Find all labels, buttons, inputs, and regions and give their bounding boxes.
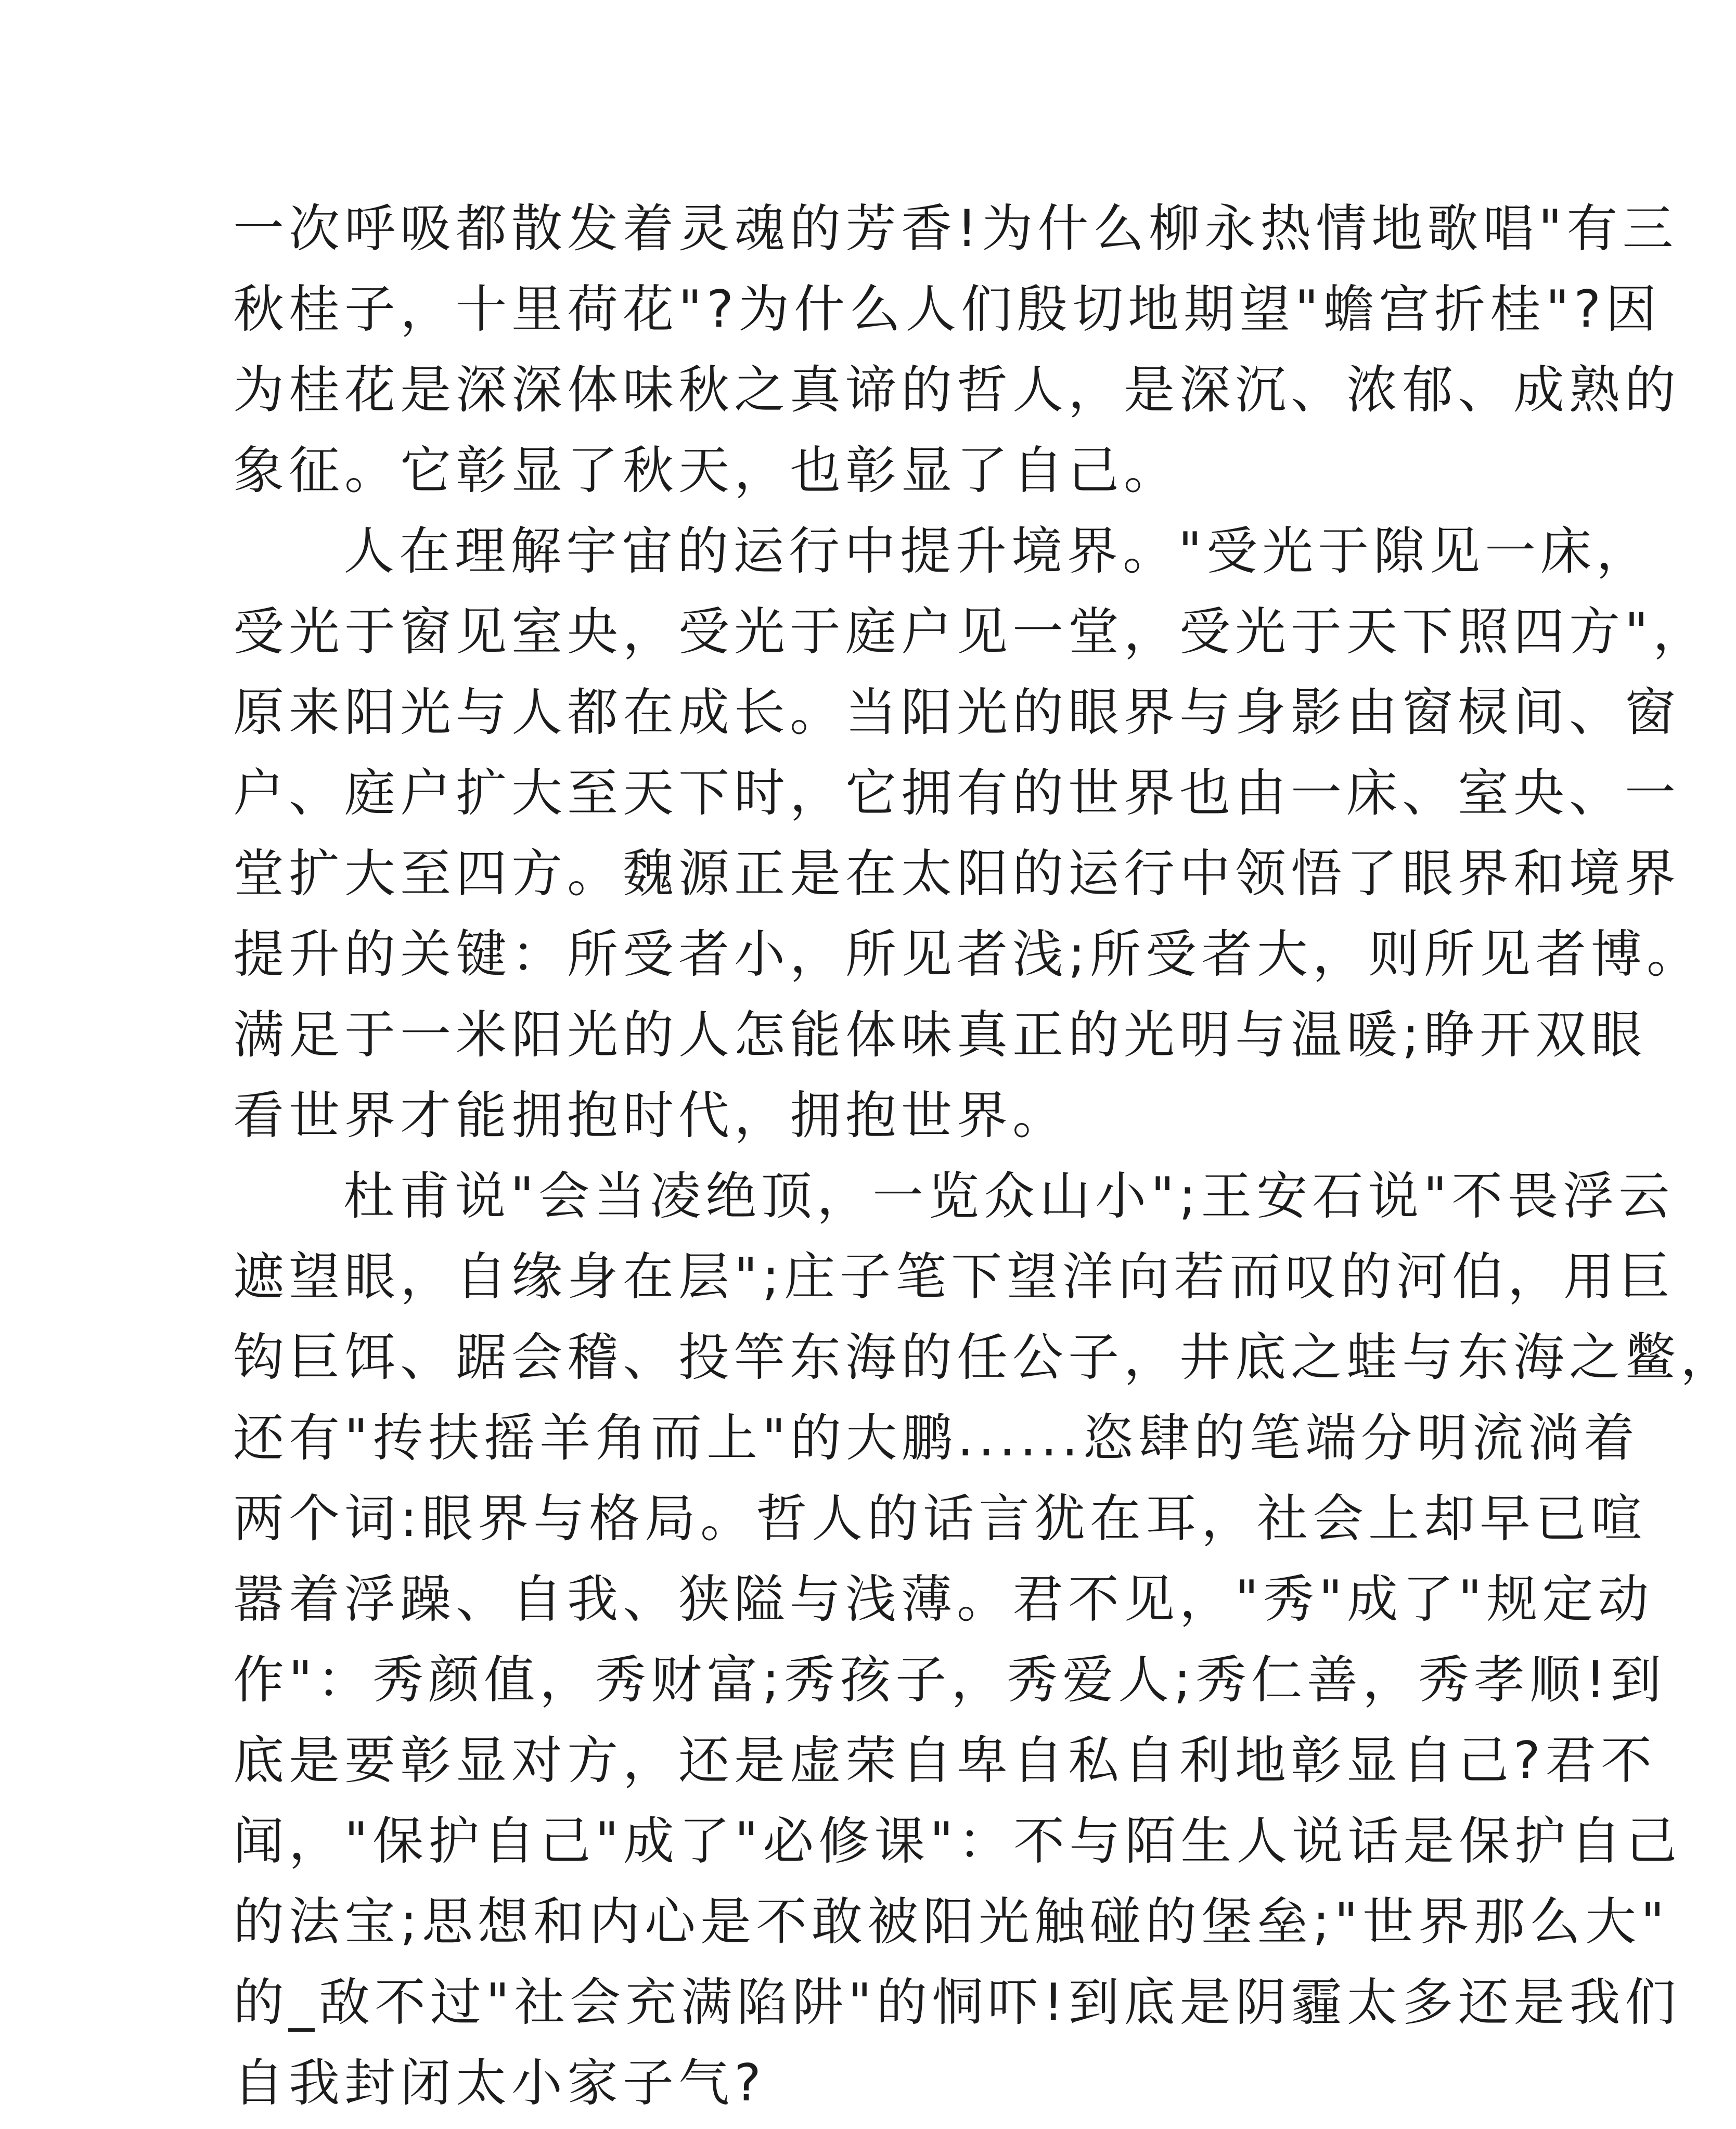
text-line: 象征。它彰显了秋天，也彰显了自己。 xyxy=(233,441,1180,500)
text-line: 自我封闭太小家子气? xyxy=(233,2054,766,2113)
text-line: 提升的关键：所受者小，所见者浅;所受者大，则所见者博。 xyxy=(233,925,1703,984)
text-line: 还有"抟扶摇羊角而上"的大鹏......恣肆的笔端分明流淌着 xyxy=(233,1409,1640,1468)
text-line: 看世界才能拥抱时代，拥抱世界。 xyxy=(233,1086,1069,1145)
text-line: 闻，"保护自己"成了"必修课"：不与陌生人说话是保护自己 xyxy=(233,1812,1682,1871)
text-line: 杜甫说"会当凌绝顶，一览众山小";王安石说"不畏浮云 xyxy=(343,1167,1675,1226)
text-line: 受光于窗见室央，受光于庭户见一堂，受光于天下照四方"， xyxy=(233,602,1709,662)
text-line: 作"：秀颜值，秀财富;秀孩子，秀爱人;秀仁善，秀孝顺!到 xyxy=(233,1650,1666,1710)
text-line: 秋桂子，十里荷花"?为什么人们殷切地期望"蟾宫折桂"?因 xyxy=(233,280,1662,339)
essay-body xyxy=(233,189,1736,2124)
text-line: 两个词:眼界与格局。哲人的话言犹在耳，社会上却早已喧 xyxy=(233,1489,1647,1549)
text-line: 嚣着浮躁、自我、狭隘与浅薄。君不见，"秀"成了"规定动 xyxy=(233,1570,1654,1629)
paragraph-3 xyxy=(233,1156,1736,2124)
text-line: 一次呼吸都散发着灵魂的芳香!为什么柳永热情地歌唱"有三 xyxy=(233,199,1678,259)
text-line: 满足于一米阳光的人怎能体味真正的光明与温暖;睁开双眼 xyxy=(233,1005,1647,1065)
text-line: 钩巨饵、踞会稽、投竿东海的任公子，井底之蛙与东海之鳖， xyxy=(233,1328,1736,1387)
text-line: 原来阳光与人都在成长。当阳光的眼界与身影由窗棂间、窗 xyxy=(233,683,1681,742)
text-line: 为桂花是深深体味秋之真谛的哲人，是深沉、浓郁、成熟的 xyxy=(233,360,1681,420)
text-line: 遮望眼，自缘身在层";庄子笔下望洋向若而叹的河伯，用巨 xyxy=(233,1247,1675,1307)
text-line: 底是要彰显对方，还是虚荣自卑自私自利地彰显自己?君不 xyxy=(233,1731,1657,1790)
text-line: 堂扩大至四方。魏源正是在太阳的运行中领悟了眼界和境界 xyxy=(233,844,1681,904)
text-line: 人在理解宇宙的运行中提升境界。"受光于隙见一床， xyxy=(343,522,1652,581)
text-line: 的_敌不过"社会充满陷阱"的恫吓!到底是阴霾太多还是我们 xyxy=(233,1973,1681,2032)
paragraph-1 xyxy=(233,189,1681,511)
text-line: 的法宝;思想和内心是不敢被阳光触碰的堡垒;"世界那么大" xyxy=(233,1892,1669,1952)
text-line: 户、庭户扩大至天下时，它拥有的世界也由一床、室央、一 xyxy=(233,764,1681,823)
paragraph-2 xyxy=(233,511,1709,1156)
